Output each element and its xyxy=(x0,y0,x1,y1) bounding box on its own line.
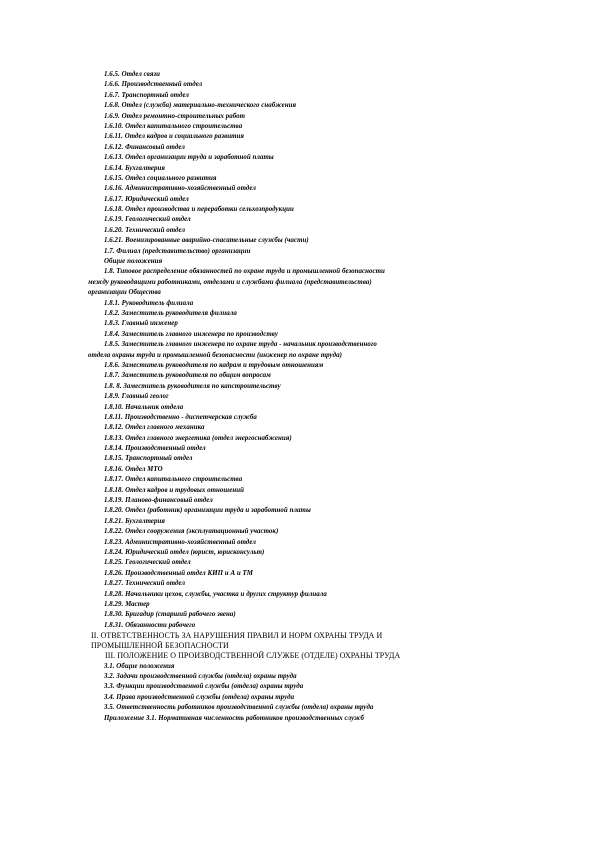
toc-line: 1.8.28. Начальники цехов, службы, участка и других структур филиала xyxy=(104,590,327,598)
toc-line: 1.8.6. Заместитель руководителя по кадрам и трудовым отношениям xyxy=(104,361,324,369)
toc-line: Общие положения xyxy=(104,258,163,266)
toc-line: 1.8.16. Отдел МТО xyxy=(104,465,163,473)
section-heading: III. ПОЛОЖЕНИЕ О ПРОИЗВОДСТВЕННОЙ СЛУЖБЕ (ОТДЕЛЕ) ОХРАНЫ ТРУДА xyxy=(105,651,401,661)
toc-line: 1.6.16. Административно-хозяйственный отдел xyxy=(104,185,256,193)
toc-line: 1.8.5. Заместитель главного инженера по охране труда - начальник производственного xyxy=(104,341,377,349)
toc-line: 1.6.11. Отдел кадров и социального развития xyxy=(104,133,245,141)
toc-line: 1.8.2. Заместитель руководителя филиала xyxy=(104,309,237,317)
toc-line: Приложение 3.1. Нормативная численность работников производственных служб xyxy=(104,714,365,722)
toc-line: 1.8.11. Производственно - диспетчерская служба xyxy=(104,413,257,421)
toc-line: 1.8.18. Отдел кадров и трудовых отношений xyxy=(104,486,244,494)
toc-line: 1.6.12. Финансовый отдел xyxy=(104,143,185,151)
toc-line: между руководящими работниками, отделами и службами филиала (представительства) xyxy=(88,278,372,286)
toc-line: 1.8.19. Планово-финансовый отдел xyxy=(104,497,213,505)
toc-line: 1.8.3. Главный инженер xyxy=(104,320,178,328)
toc-line: 3.5. Ответственность работников производственной службы (отдела) охраны труда xyxy=(104,704,374,712)
toc-line: 1.8.15. Транспортный отдел xyxy=(104,455,193,463)
toc-line: 1.8.22. Отдел сооружения (эксплуатационный участок) xyxy=(104,528,279,536)
toc-line: 1.8.29. Мастер xyxy=(104,600,150,608)
toc-line: 1.8.21. Бухгалтерия xyxy=(104,517,166,525)
toc-line: 1.8.1. Руководитель филиала xyxy=(104,299,194,307)
toc-line: 1.6.14. Бухгалтерия xyxy=(104,164,166,172)
toc-line: 1.8.14. Производственный отдел xyxy=(104,445,206,453)
toc-line: 1.6.6. Производственный отдел xyxy=(104,81,203,89)
toc-line: 3.3. Функции производственной службы (отдела) охраны труда xyxy=(104,683,304,691)
toc-line: 1.6.9. Отдел ремонтно-строительных работ xyxy=(104,112,246,120)
toc-line: 1.8.9. Главный геолог xyxy=(104,393,169,401)
toc-line: 3.4. Права производственной службы (отдела) охраны труда xyxy=(104,693,295,701)
toc-line: 1.8.26. Производственный отдел КИП и А и ТМ xyxy=(104,569,253,577)
toc-line: 1.6.20. Технический отдел xyxy=(104,226,186,234)
toc-line: 1.8. Типовое распределение обязанностей по охране труда и промышленной безопасности xyxy=(104,268,385,276)
toc-line: 1.6.8. Отдел (служба) материально-технического снабжения xyxy=(104,102,297,110)
toc-line: 1.6.10. Отдел капитального строительства xyxy=(104,122,243,130)
toc-line: 3.1. Общие положения xyxy=(104,662,175,670)
toc-line: 1.6.13. Отдел организации труда и заработной платы xyxy=(104,154,274,162)
toc-line: 1.8.25. Геологический отдел xyxy=(104,559,191,567)
toc-line: 1.7. Филиал (представительство) организации xyxy=(104,247,251,255)
toc-line: 1.6.7. Транспортный отдел xyxy=(104,91,189,99)
toc-line: 1.8.10. Начальник отдела xyxy=(104,403,184,411)
toc-line: 1.8.30. Бригадир (старший рабочего звена) xyxy=(104,611,236,619)
toc-line: 1.8.20. Отдел (работник) организации труда и заработной платы xyxy=(104,507,311,515)
toc-line: 1.8.23. Административно-хозяйственный отдел xyxy=(104,538,256,546)
toc-line: 1.6.5. Отдел связи xyxy=(104,71,161,78)
toc-line: 1.8.31. Обязанности рабочего xyxy=(104,621,196,629)
toc-line: 1.8.27. Технический отдел xyxy=(104,580,186,588)
toc-line: организации Общества xyxy=(88,289,161,297)
toc-line: 1.6.19. Геологический отдел xyxy=(104,216,191,224)
toc-line: 1.8.17. Отдел капитального строительства xyxy=(104,476,243,484)
toc-line: 1.8.7. Заместитель руководителя по общим вопросам xyxy=(104,372,271,380)
toc-line: 1.8.12. Отдел главного механика xyxy=(104,424,205,432)
toc-line: 1.8.4. Заместитель главного инженера по производству xyxy=(104,330,279,338)
toc-line: 1.8. 8. Заместитель руководителя по капстроительству xyxy=(104,382,281,390)
toc-line: 1.6.21. Военизированные аварийно-спасательные службы (части) xyxy=(104,237,309,245)
toc-line: 1.6.18. Отдел производства и переработки сельхозпродукции xyxy=(104,206,294,214)
toc-line: отдела охраны труда и промышленной безопасности (инженер по охране труда) xyxy=(88,351,342,359)
toc-line: 1.8.24. Юридический отдел (юрист, юрисконсульт) xyxy=(104,548,265,556)
section-heading: II. ОТВЕТСТВЕННОСТЬ ЗА НАРУШЕНИЯ ПРАВИЛ И НОРМ ОХРАНЫ ТРУДА И xyxy=(91,631,383,641)
toc-line: 1.8.13. Отдел главного энергетика (отдел энергоснабжения) xyxy=(104,434,292,442)
table-of-contents xyxy=(88,70,508,724)
toc-line: 3.2. Задачи производственной службы (отдела) охраны труда xyxy=(104,673,297,681)
toc-line: 1.6.17. Юридический отдел xyxy=(104,195,189,203)
toc-line: 1.6.15. Отдел социального развития xyxy=(104,174,217,182)
section-heading: ПРОМЫШЛЕННОЙ БЕЗОПАСНОСТИ xyxy=(91,641,229,651)
